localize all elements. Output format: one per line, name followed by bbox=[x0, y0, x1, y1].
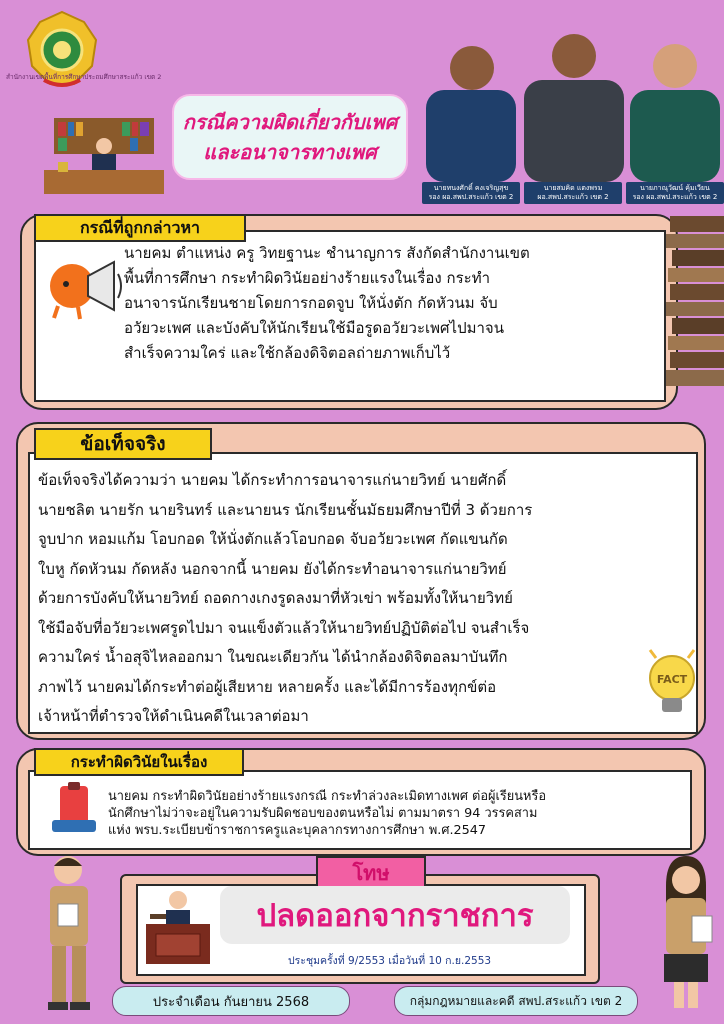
violation-label: กระทำผิดวินัยในเรื่อง bbox=[34, 748, 244, 776]
officials-photo bbox=[420, 30, 724, 210]
lawyer-desk-illustration bbox=[44, 118, 164, 194]
official-caption-3: นายภาณุวัฒน์ คุ้มเวียน รอง ผอ.สพป.สระแก้ว เขต 2 bbox=[626, 182, 724, 204]
accused-text: นายคม ตำแหน่ง ครู วิทยฐานะ ชำนาญการ สังกัดสำนักงานเขต พื้นที่การศึกษา กระทำผิดวินัยอย่างร้ายแรงในเรื่อง กระทำ อนาจารนักเรียนชายโดยการกอดจูบ ให้นั่งตัก กัดหัวนม จับ อวัยวะเพศ และบังคับให้นักเรียนใช้มือรูดอวัยวะเพศไปมาจน สำเร็จความใคร่ และใช้กล้องดิจิตอลถ่ายภาพเก็บไว้ bbox=[124, 244, 530, 362]
judge-podium-icon bbox=[142, 888, 214, 968]
official-caption-1: นายทนงศักดิ์ คงเจริญสุข รอง ผอ.สพป.สระแก้ว เขต 2 bbox=[422, 182, 520, 204]
title-box bbox=[172, 94, 408, 180]
official-caption-2: นายสมคิด แตงพรม ผอ.สพป.สระแก้ว เขต 2 bbox=[524, 182, 622, 204]
penalty-result: ปลดออกจากราชการ bbox=[220, 886, 570, 944]
footer-month: ประจำเดือน กันยายน 2568 bbox=[112, 986, 350, 1016]
footer-group: กลุ่มกฎหมายและคดี สพป.สระแก้ว เขต 2 bbox=[394, 986, 638, 1016]
megaphone-icon bbox=[44, 252, 124, 322]
penalty-label: โทษ bbox=[316, 856, 426, 890]
meeting-note: ประชุมครั้งที่ 9/2553 เมื่อวันที่ 10 ก.ย.2553 bbox=[288, 955, 492, 967]
page-title-line2: และอนาจารทางเพศ bbox=[203, 140, 377, 164]
page-title-line1: กรณีความผิดเกี่ยวกับเพศ bbox=[182, 110, 398, 134]
officer-man-illustration bbox=[30, 852, 110, 1012]
prohibited-icon bbox=[46, 780, 102, 836]
org-name: สำนักงานเขตพื้นที่การศึกษาประถมศึกษาสระแก้ว เขต 2 bbox=[6, 73, 162, 81]
violation-text: นายคม กระทำผิดวินัยอย่างร้ายแรงกรณี กระทำล่วงละเมิดทางเพศ ต่อผู้เรียนหรือ นักศึกษาไม่ว่าจะอยู่ในความรับผิดชอบของตนหรือไม่ ตามมาตรา 94 วรรคสาม แห่ง พรบ.ระเบียบข้าราชการครูและบุคลากรทางการศึกษา พ.ศ.2547 bbox=[108, 789, 547, 838]
accused-label: กรณีที่ถูกกล่าวหา bbox=[34, 214, 246, 242]
officer-woman-illustration bbox=[648, 856, 724, 1016]
facts-text: ข้อเท็จจริงได้ความว่า นายคม ได้กระทำการอนาจารแก่นายวิทย์ นายศักดิ์ นายชลิต นายรัก นายรินทร์ และนายนร นักเรียนชั้นมัธยมศึกษาปีที่ 3 ด้วยการ จูบปาก หอมแก้ม โอบกอด ให้นั่งตักแล้วโอบกอด จับอวัยวะเพศ กัดแขนกัด ใบหู กัดหัวนม กัดหลัง นอกจากนี้ นายคม ยังได้กระทำอนาจารแก่นายวิทย์ ด้วยการบังคับให้นายวิทย์ ถอดกางเกงรูดลงมาที่หัวเข่า พร้อมทั้งให้นายวิทย์ ใช้มือจับที่อวัยวะเพศรูดไปมา จนแข็งตัวแล้วให้นายวิทย์ปฏิบัติต่อไป จนสำเร็จ ความใคร่ น้ำอสุจิไหลออกมา ในขณะเดียวกัน ได้นำกล้องดิจิตอลมาบันทึก ภาพไว้ นายคมได้กระทำต่อผู้เสียหาย หลายครั้ง และได้มีการร้องทุกข์ต่อ เจ้าหน้าที่ตำรวจให้ดำเนินคดีในเวลาต่อมา bbox=[38, 471, 533, 725]
emblem-logo bbox=[14, 10, 110, 110]
book-stack-illustration bbox=[666, 210, 724, 390]
facts-label: ข้อเท็จจริง bbox=[34, 428, 212, 460]
fact-bulb-icon bbox=[644, 640, 700, 716]
svg-text:FACT: FACT bbox=[656, 673, 688, 686]
